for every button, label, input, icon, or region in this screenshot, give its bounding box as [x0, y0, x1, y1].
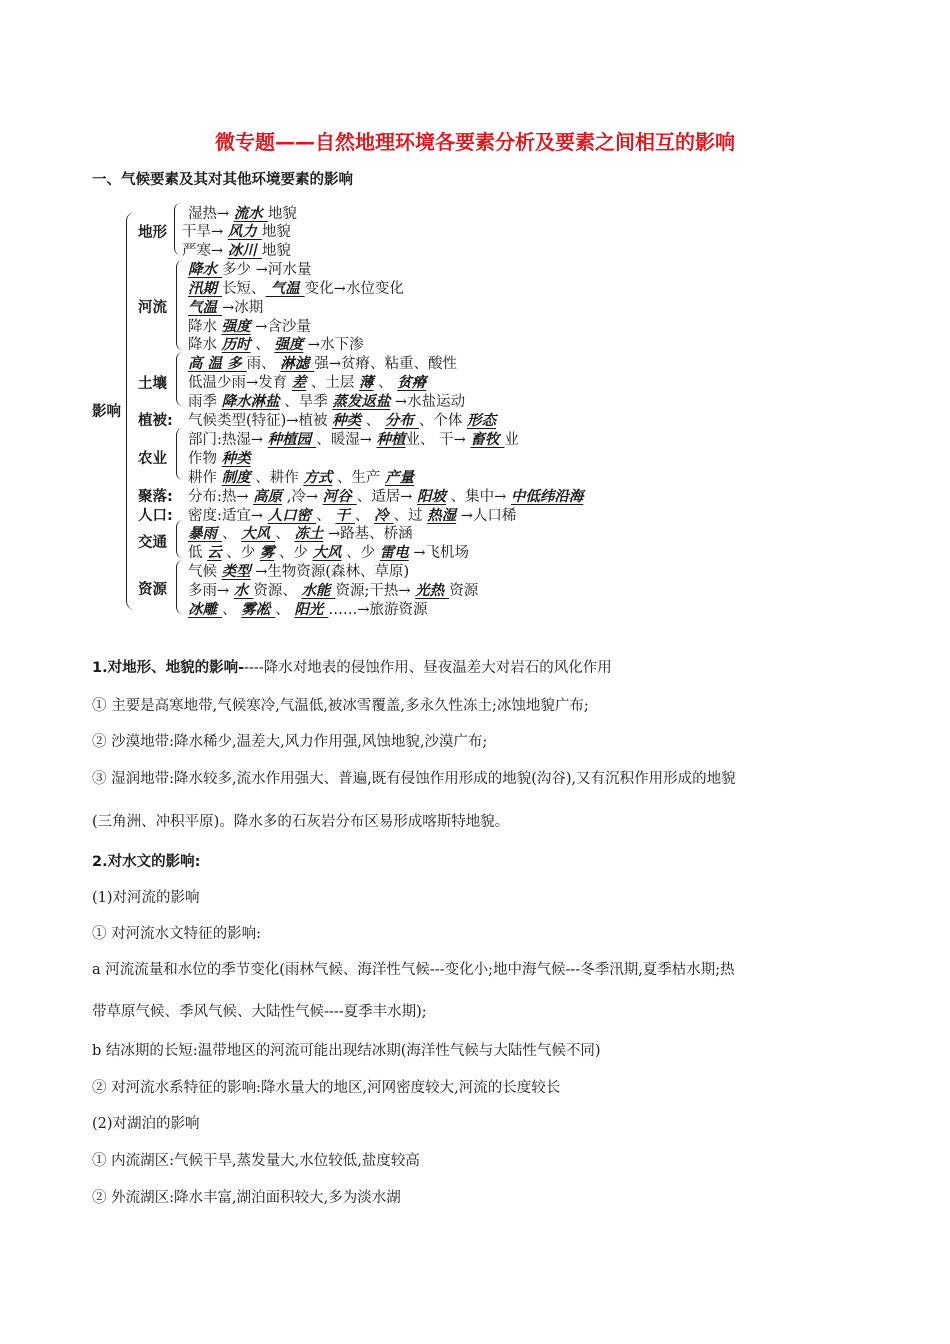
line-nongye-3: 耕作 制度 、耕作 方式 、生产 产量 [188, 469, 415, 486]
line-heliu-1: 降水 多少 →河水量 [188, 261, 312, 278]
line-ziyuan-1: 气候 类型 →生物资源(森林、草原) [188, 563, 410, 580]
line-ziyuan-2: 多雨→ 水 资源、 水能 资源;干热→ 光热 资源 [188, 582, 479, 599]
paragraph-1: 1.对地形、地貌的影响-----降水对地表的侵蚀作用、昼夜温差大对岩石的风化作用 [92, 660, 612, 676]
paragraph-5: (三角洲、冲积平原)。降水多的石灰岩分布区易形成喀斯特地貌。 [92, 814, 510, 830]
root-label: 影响 [92, 404, 121, 420]
paragraph-2: ① 主要是高寒地带,气候寒冷,气温低,被冰雪覆盖,多永久性冻土;冰蚀地貌广布; [92, 698, 589, 714]
brace-jiaotong [176, 520, 183, 558]
line-jiaotong-2: 低 云 、少 雾 、少 大风 、少 雷电 →飞机场 [188, 544, 470, 561]
line-dixing-3: 严寒→ 冰川 地貌 [182, 242, 291, 259]
line-zhibei-1: 气候类型(特征)→植被 种类 、 分布 、个体 形态 [188, 412, 496, 429]
paragraph-11: b 结冰期的长短:温带地区的河流可能出现结冰期(海洋性气候与大陆性气候不同) [92, 1043, 601, 1059]
line-heliu-5: 降水 历时 、 强度 →水下渗 [188, 336, 364, 353]
line-nongye-2: 作物 种类 [188, 450, 251, 467]
cat-ziyuan: 资源 [138, 582, 167, 598]
line-nongye-1: 部门:热湿→ 种植园 、暖湿→ 种植业、 干→ 畜牧 业 [188, 431, 519, 448]
line-juluo-1: 分布:热→ 高原 ,冷→ 河谷 、适居→ 阳坡 、集中→ 中低纬沿海 [188, 488, 584, 505]
paragraph-15: ② 外流湖区:降水丰富,湖泊面积较大,多为淡水湖 [92, 1190, 401, 1206]
line-dixing-1: 湿热→ 流水 地貌 [188, 205, 297, 222]
page-title: 微专题——自然地理环境各要素分析及要素之间相互的影响 [215, 130, 735, 154]
cat-heliu: 河流 [138, 300, 167, 316]
paragraph-13: (2)对湖泊的影响 [92, 1116, 200, 1132]
line-turang-2: 低温少雨→发育 差 、土层 薄 、 贫瘠 [188, 374, 427, 391]
paragraph-10: 带草原气候、季风气候、大陆性气候----夏季丰水期); [92, 1004, 427, 1020]
paragraph-3: ② 沙漠地带:降水稀少,温差大,风力作用强,风蚀地貌,沙漠广布; [92, 734, 488, 750]
section-heading: 一、气候要素及其对其他环境要素的影响 [92, 172, 353, 188]
line-ziyuan-3: 冰雕 、 雾凇 、 阳光 ……→旅游资源 [188, 601, 428, 618]
cat-turang: 土壤 [138, 376, 167, 392]
brace-ziyuan [176, 560, 183, 614]
brace-dixing [174, 203, 181, 255]
line-jiaotong-1: 暴雨 、 大风 、 冻土 →路基、桥涵 [188, 525, 413, 542]
cat-zhibei: 植被: [138, 413, 173, 429]
paragraph-14: ① 内流湖区:气候干旱,蒸发量大,水位较低,盐度较高 [92, 1153, 420, 1169]
line-heliu-2: 汛期 长短、 气温 变化→水位变化 [188, 280, 404, 297]
brace-heliu [176, 260, 183, 350]
cat-nongye: 农业 [138, 451, 167, 467]
root-brace [126, 212, 135, 610]
brace-nongye [176, 428, 183, 480]
line-turang-1: 高 温 多 雨、 淋滤 强→贫瘠、粘重、酸性 [188, 355, 457, 372]
paragraph-7: (1)对河流的影响 [92, 890, 200, 906]
brace-turang [176, 352, 183, 406]
line-turang-3: 雨季 降水淋盐 、旱季 蒸发返盐 →水盐运动 [188, 393, 466, 410]
paragraph-4: ③ 湿润地带:降水较多,流水作用强大、普遍,既有侵蚀作用形成的地貌(沟谷),又有沉积作用形成的地貌 [92, 771, 736, 787]
line-heliu-3: 气温 →冰期 [188, 299, 264, 316]
cat-jiaotong: 交通 [138, 535, 167, 551]
paragraph-8: ① 对河流水文特征的影响: [92, 926, 261, 942]
paragraph-6: 2.对水文的影响: [92, 854, 201, 870]
line-dixing-2: 干旱→ 风力 地貌 [182, 223, 291, 240]
cat-renkou: 人口: [138, 508, 173, 524]
paragraph-9: a 河流流量和水位的季节变化(雨林气候、海洋性气候---变化小;地中海气候---冬季汛期,夏季枯水期;热 [92, 962, 735, 978]
line-renkou-1: 密度:适宜→ 人口密 、 干 、 冷 、过 热湿 →人口稀 [188, 507, 517, 524]
paragraph-12: ② 对河流水系特征的影响:降水量大的地区,河网密度较大,河流的长度较长 [92, 1080, 561, 1096]
cat-juluo: 聚落: [138, 489, 173, 505]
cat-dixing: 地形 [138, 225, 167, 241]
line-heliu-4: 降水 强度 →含沙量 [188, 318, 311, 335]
